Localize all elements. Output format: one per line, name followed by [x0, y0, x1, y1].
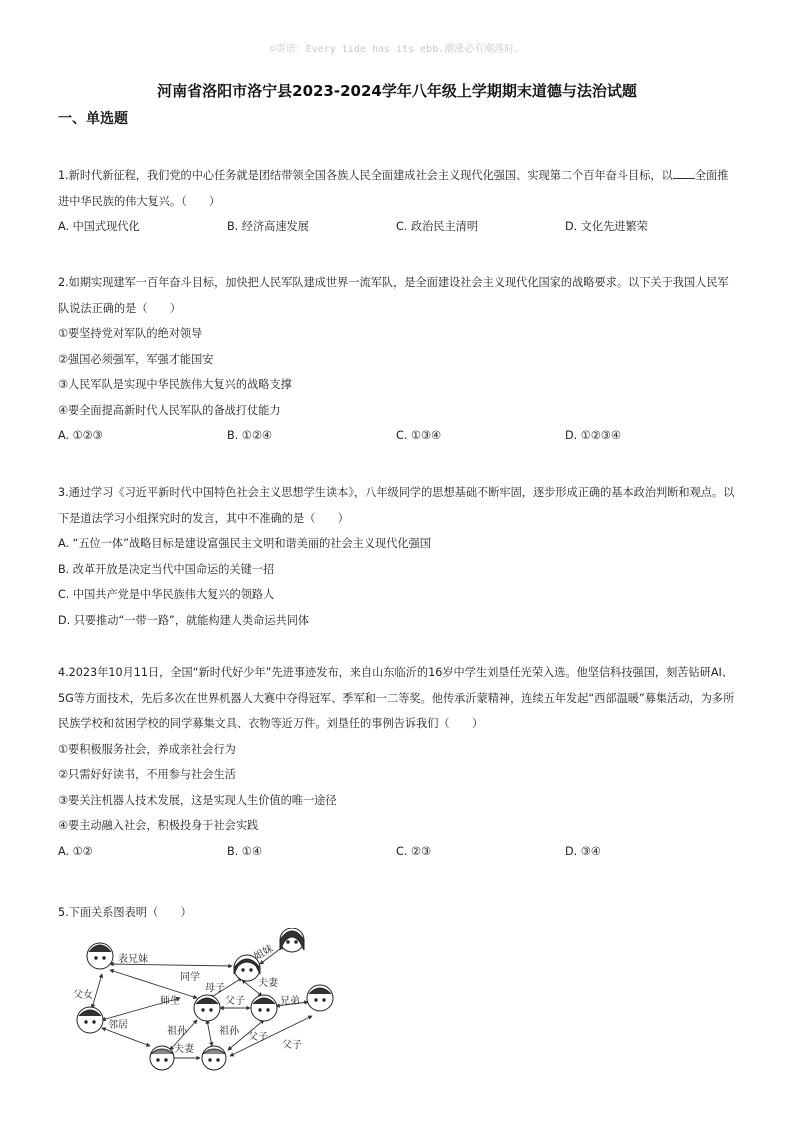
label-brothers: 兄弟 [280, 996, 300, 1007]
question-stem: 4.2023年10月11日，全国“新时代好少年”先进事迹发布，来自山东临沂的16岁中学生刘垦任光荣入选。他坚信科技强国，刻苦钻研AI、5G等方面技术，先后多次在世界机器人大赛中夺得冠军、季军和一二等奖。他传承沂蒙精神，连续五年发起“西部温暖”募集活动，为多所民族学校和贫困学校的同学募集文具、衣物等近万件。刘垦任的事例告诉我们（ ） [58, 666, 735, 730]
question-stem-part: 全面推进中华民族的伟大复兴。（ ） [58, 169, 729, 208]
question-stem: 5.下面关系图表明（ ） [58, 906, 192, 919]
person-icon [87, 943, 113, 969]
person-icon [150, 1046, 174, 1070]
relationship-diagram [62, 928, 352, 1078]
label-father-son: 父子 [282, 1040, 302, 1051]
label-cousins: 表兄妹 [118, 954, 148, 965]
watermark-text: ☺寄语：Every tide has its ebb.潮涨必有潮落时。 [269, 44, 525, 55]
question-3 [58, 480, 738, 633]
option-b: B. ①②④ [227, 429, 272, 442]
person-icon [307, 985, 333, 1011]
question-stem: 3.通过学习《习近平新时代中国特色社会主义思想学生读本》，八年级同学的思想基础不断牢固，逐步形成正确的基本政治判断和观点。以下是道法学习小组探究时的发言，其中不准确的是（ ） [58, 486, 735, 525]
question-stem: 2.如期实现建军一百年奋斗目标，加快把人民军队建成世界一流军队，是全面建设社会主义现代化国家的战略要求。以下关于我国人民军队说法正确的是（ ） [58, 276, 729, 315]
label-neighbors: 邻居 [108, 1020, 128, 1031]
label-husband-wife: 夫妻 [174, 1044, 194, 1055]
option-a: A. 中国式现代化 [58, 220, 140, 233]
option-a: A. “五位一体”战略目标是建设富强民主文明和谐美丽的社会主义现代化强国 [58, 537, 431, 550]
question-4 [58, 660, 738, 864]
statement: ①要坚持党对军队的绝对领导 [58, 327, 203, 340]
person-icon [280, 928, 304, 952]
person-icon [202, 1046, 226, 1070]
statement: ④要主动融入社会，积极投身于社会实践 [58, 819, 259, 832]
statement: ②强国必须强军，军强才能国安 [58, 352, 214, 366]
option-list [58, 531, 738, 633]
option-b: B. ①④ [227, 844, 262, 858]
label-husband-wife: 夫妻 [258, 978, 278, 989]
answer-blank [673, 166, 695, 179]
option-row [58, 839, 738, 865]
statement: ③人民军队是实现中华民族伟大复兴的战略支撑 [58, 378, 292, 391]
person-icon [194, 995, 220, 1021]
label-sisters: 姐妹 [252, 943, 276, 963]
page-title: 河南省洛阳市洛宁县2023-2024学年八年级上学期期末道德与法治试题 [157, 82, 637, 100]
option-d: D. 文化先进繁荣 [565, 220, 648, 233]
option-c: C. 政治民主清明 [396, 220, 479, 233]
question-stem-part: 1.新时代新征程，我们党的中心任务就是团结带领全国各族人民全面建成社会主义现代化强国、实现第二个百年奋斗目标，以 [58, 169, 673, 182]
option-a: A. ①② [58, 844, 93, 858]
option-c: C. 中国共产党是中华民族伟大复兴的领路人 [58, 588, 275, 601]
option-c: C. ②③ [396, 844, 431, 858]
option-a: A. ①②③ [58, 429, 103, 442]
label-mother-son: 母子 [205, 983, 225, 994]
person-icon [77, 1007, 103, 1033]
option-b: B. 经济高速发展 [227, 220, 309, 233]
question-5 [58, 900, 738, 926]
option-d: D. 只要推动“一带一路”，就能构建人类命运共同体 [58, 613, 310, 627]
statement: ③要关注机器人技术发展，这是实现人生价值的唯一途径 [58, 793, 337, 807]
option-row [58, 214, 738, 240]
statement: ②只需好好读书，不用参与社会生活 [58, 768, 236, 781]
person-icon [251, 995, 277, 1021]
label-classmates: 同学 [180, 972, 200, 983]
question-1 [58, 163, 738, 240]
option-row [58, 423, 738, 449]
option-b: B. 改革开放是决定当代中国命运的关键一招 [58, 562, 275, 576]
label-grandparent-grandchild: 祖孙 [167, 1026, 187, 1037]
option-c: C. ①③④ [396, 429, 442, 442]
question-stem [58, 163, 738, 214]
label-grandparent-grandchild: 祖孙 [219, 1026, 239, 1037]
label-father-son: 父子 [248, 1032, 268, 1043]
label-teacher-student: 师生 [160, 996, 180, 1007]
label-father-son: 父子 [225, 996, 245, 1007]
statement: ①要积极服务社会，养成亲社会行为 [58, 742, 236, 756]
option-d: D. ①②③④ [565, 429, 621, 442]
option-d: D. ③④ [565, 844, 601, 858]
label-father-daughter: 父女 [73, 990, 93, 1001]
statement: ④要全面提高新时代人民军队的备战打仗能力 [58, 403, 281, 417]
section-heading: 一、单选题 [58, 111, 128, 127]
question-2 [58, 270, 738, 449]
